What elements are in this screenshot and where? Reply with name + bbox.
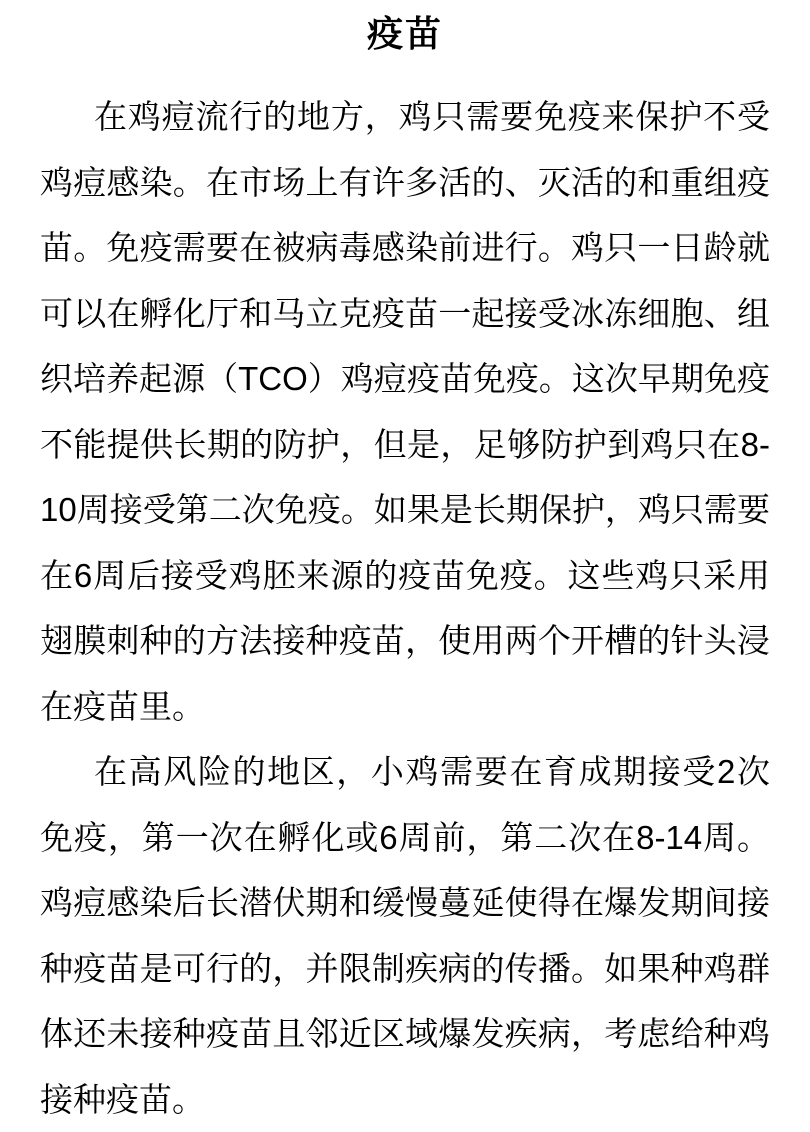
document-body [40,84,770,1132]
paragraph-vaccination-overview: 在鸡痘流行的地方，鸡只需要免疫来保护不受鸡痘感染。在市场上有许多活的、灭活的和重组疫苗。免疫需要在被病毒感染前进行。鸡只一日龄就可以在孵化厅和马立克疫苗一起接受冰冻细胞、组织培养起源（TCO）鸡痘疫苗免疫。这次早期免疫不能提供长期的防护，但是，足够防护到鸡只在8-10周接受第二次免疫。如果是长期保护，鸡只需要在6周后接受鸡胚来源的疫苗免疫。这些鸡只采用翅膜刺种的方法接种疫苗，使用两个开槽的针头浸在疫苗里。 [40,98,770,725]
document-title: 疫苗 [366,13,443,54]
paragraph-high-risk-areas: 在高风险的地区，小鸡需要在育成期接受2次免疫，第一次在孵化或6周前，第二次在8-14周。鸡痘感染后长潜伏期和缓慢蔓延使得在爆发期间接种疫苗是可行的，并限制疾病的传播。如果种鸡群体还未接种疫苗且邻近区域爆发疾病，考虑给种鸡接种疫苗。 [40,753,770,1118]
